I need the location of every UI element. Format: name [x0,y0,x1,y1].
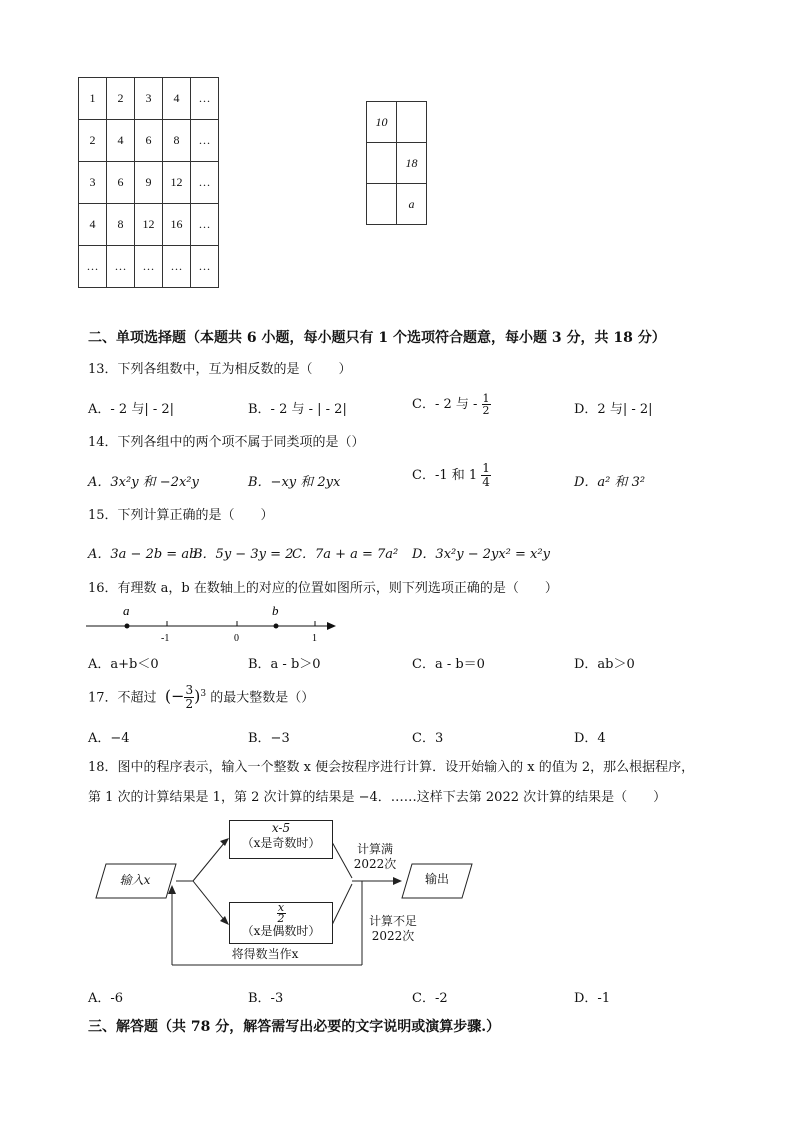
grid1-cell: 3 [79,162,107,204]
point-b-label: b [272,603,279,618]
grid2-row [367,184,427,225]
grid2-row [367,143,427,184]
q14-option-a: A．3x²y 和 −2x²y [88,475,199,490]
number-line-arrow [327,622,336,630]
q15-option-d: D．3x²y − 2yx² = x²y [412,547,550,562]
q16-option-c: C．a - b＝0 [412,657,485,672]
short-count-line-1: 计算不足 [368,914,417,928]
right-paren: ) [194,686,201,706]
q13-stem: 13．下列各组数中，互为相反数的是（ ） [88,362,352,377]
q18-option-c: C．-2 [412,991,448,1006]
grid1-cell: 8 [163,120,191,162]
q17-stem-suffix: 的最大整数是（） [210,690,315,706]
grid2-cell: a [397,184,427,225]
grid1-row [79,204,219,246]
grid1-cell: 12 [135,204,163,246]
fraction-numerator: 1 [482,461,490,475]
grid2-cell: 18 [397,143,427,184]
even-fraction [277,903,286,924]
q17-fraction [184,684,194,711]
grid1-cell: … [163,246,191,288]
q16-option-d: D．ab＞0 [574,657,635,672]
grid1-cell: 3 [135,78,163,120]
exponent: 3 [200,689,207,699]
q18-option-b: B．-3 [248,991,284,1006]
q15-option-a: A．3a − 2b = ab [88,547,198,562]
grid2-cell [397,102,427,143]
q14-option-d: D．a² 和 3² [574,475,646,490]
even-merge-line [332,884,352,925]
fraction-denominator: 2 [482,404,490,417]
grid2-row [367,102,427,143]
q16-option-a: A．a+b＜0 [88,657,159,672]
grid1-cell: 4 [107,120,135,162]
even-box [229,902,333,944]
q17-option-c: C．3 [412,731,444,746]
q16-stem: 16．有理数 a，b 在数轴上的对应的位置如图所示，则下列选项正确的是（ ） [88,581,558,596]
grid1-cell: 2 [107,78,135,120]
fraction-numerator: x [277,901,285,914]
even-condition: （x是偶数时） [241,924,321,938]
grid1-cell: … [107,246,135,288]
grid1-row [79,78,219,120]
q18-option-d: D．-1 [574,991,611,1006]
grid1-cell: 16 [163,204,191,246]
point-a [125,624,130,629]
q16-option-b: B．a - b＞0 [248,657,321,672]
grid1-cell: 1 [79,78,107,120]
q13-option-b: B．- 2 与 - | - 2| [248,402,347,417]
q14-option-c [412,462,491,489]
section-2-heading: 二、单项选择题（本题共 6 小题，每小题只有 1 个选项符合题意，每小题 3 分，共 18 分） [88,330,666,346]
grid1-cell: 2 [79,120,107,162]
grid1-cell: 9 [135,162,163,204]
branch-even-arrow [220,916,229,925]
output-arrow [393,877,402,885]
tick-label-zero: 0 [234,633,239,644]
odd-condition: （x是奇数时） [241,836,321,850]
q13-option-c [412,393,491,416]
grid1-cell: 12 [163,162,191,204]
section-3-heading: 三、解答题（共 78 分，解答需写出必要的文字说明或演算步骤.） [88,1019,501,1035]
branch-odd-line [193,842,225,881]
q17-stem [88,682,314,713]
odd-box [229,820,333,859]
grid1-cell: … [135,246,163,288]
q18-line-2: 第 1 次的计算结果是 1，第 2 次计算的结果是 −4．……这样下去第 2022 次计算的结果是（ ） [88,790,667,805]
q14-option-c-fraction [481,462,491,489]
point-a-label: a [123,603,130,618]
branch-odd-arrow [220,838,229,846]
q15-option-b: B．5y − 3y = 2 [193,547,294,562]
grid1-cell: … [191,120,219,162]
branch-even-line [193,881,225,921]
q15-option-c: C．7a + a = 7a² [292,547,399,562]
multiplication-grid [78,77,219,288]
point-b [274,624,279,629]
odd-expression: x-5 [271,821,291,835]
full-count-line-1: 计算满 [356,842,393,856]
fraction-denominator: 4 [482,475,490,489]
q17-stem-prefix: 17．不超过 [88,690,157,706]
q14-option-c-text: C．-1 和 1 [412,468,478,483]
grid1-row [79,246,219,288]
grid1-row [79,162,219,204]
q13-option-d: D．2 与| - 2| [574,402,653,417]
grid2-cell: 10 [367,102,397,143]
q17-option-b: B．−3 [248,731,290,746]
grid2-cell [367,184,397,225]
q13-option-c-text: C．- 2 与 - [412,397,478,412]
left-paren: (− [164,686,185,706]
q14-stem: 14．下列各组中的两个项不属于同类项的是（） [88,435,365,450]
fraction-denominator: 2 [277,912,285,925]
tick-label-one: 1 [312,633,317,644]
q15-stem: 15．下列计算正确的是（ ） [88,508,274,523]
loop-label: 将得数当作x [231,947,299,961]
input-label: 输入x [119,873,151,887]
grid1-cell: … [79,246,107,288]
grid1-cell: 6 [107,162,135,204]
q13-option-c-fraction [482,393,491,416]
grid1-row [79,120,219,162]
output-label: 输出 [424,872,449,886]
q14-option-b: B．−xy 和 2yx [248,475,341,490]
tick-label-minus-1: -1 [161,633,170,644]
grid1-cell: 4 [163,78,191,120]
grid1-cell: … [191,162,219,204]
full-count-label [350,842,400,872]
grid-fragment [366,101,427,225]
grid1-cell: 6 [135,120,163,162]
fraction-numerator: 3 [185,683,194,698]
q18-line-1: 18．图中的程序表示，输入一个整数 x 便会按程序进行计算．设开始输入的 x 的值为 2，那么根据程序， [88,760,695,775]
full-count-line-2: 2022次 [353,857,397,871]
grid2-cell [367,143,397,184]
number-line [86,600,346,645]
grid1-cell: … [191,246,219,288]
odd-merge-line [332,842,352,878]
q13-option-a: A．- 2 与| - 2| [88,402,175,417]
grid1-cell: … [191,204,219,246]
q17-option-a: A．−4 [88,731,130,746]
short-count-line-2: 2022次 [371,929,415,943]
q17-option-d: D．4 [574,731,606,746]
grid1-cell: 8 [107,204,135,246]
short-count-label [363,914,423,944]
q18-option-a: A．-6 [88,991,124,1006]
fraction-numerator: 1 [482,392,490,405]
grid1-cell: 4 [79,204,107,246]
grid1-cell: … [191,78,219,120]
fraction-denominator: 2 [185,697,194,712]
